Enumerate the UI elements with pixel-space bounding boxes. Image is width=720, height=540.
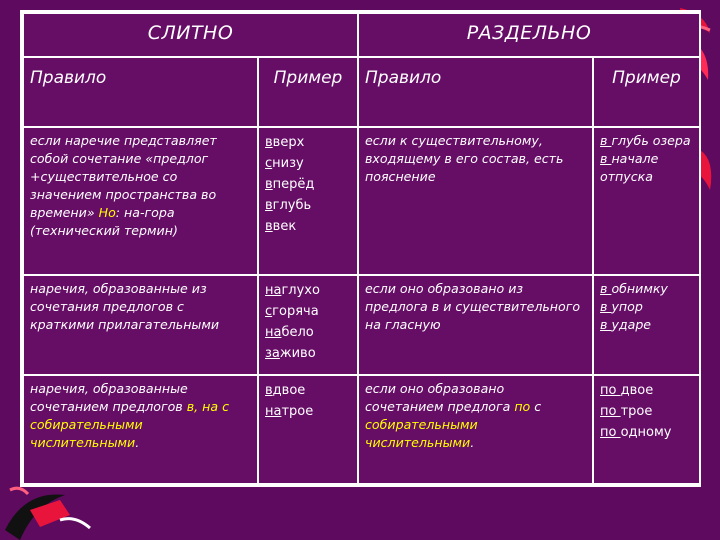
header-separate: РАЗДЕЛЬНО <box>358 13 700 57</box>
example-item: ввек <box>265 219 297 234</box>
example-cell <box>258 375 358 484</box>
example-item: вперёд <box>265 177 315 192</box>
example-item: сгоряча <box>265 304 319 319</box>
example-cell: в обнимку в упор в ударе <box>593 275 700 375</box>
table-row <box>23 275 700 375</box>
rule-cell: если к существительному, входящему в его состав, есть пояснение <box>358 127 593 275</box>
col-rule-right: Правило <box>358 57 593 127</box>
col-rule-left: Правило <box>23 57 258 127</box>
example-cell <box>593 375 700 484</box>
example-item: заживо <box>265 346 316 361</box>
example-item: вглубь <box>265 198 312 213</box>
example-item: натрое <box>265 404 314 419</box>
table-row <box>23 127 700 275</box>
example-item: вдвое <box>265 383 306 398</box>
example-cell <box>258 127 358 275</box>
example-item: по трое <box>600 404 653 419</box>
rule-cell: если оно образовано из предлога в и существительного на гласную <box>358 275 593 375</box>
table-row <box>23 375 700 484</box>
col-example-left: Пример <box>258 57 358 127</box>
rule-cell: наречия, образованные сочетанием предлогов в, на с собирательными числительными. <box>23 375 258 484</box>
spelling-rules-table <box>20 10 701 487</box>
example-item: наглухо <box>265 283 320 298</box>
example-cell <box>258 275 358 375</box>
col-example-right: Пример <box>593 57 700 127</box>
rule-cell: если оно образовано сочетанием предлога по с собирательными числительными. <box>358 375 593 484</box>
example-item: набело <box>265 325 314 340</box>
example-item: по одному <box>600 425 672 440</box>
rule-cell: наречия, образованные из сочетания предлогов с краткими прилагательными <box>23 275 258 375</box>
example-item: по двое <box>600 383 654 398</box>
example-cell: в глубь озера в начале отпуска <box>593 127 700 275</box>
header-merged: СЛИТНО <box>23 13 358 57</box>
example-item: вверх <box>265 135 305 150</box>
example-item: снизу <box>265 156 304 171</box>
rule-cell: если наречие представляет собой сочетание «предлог +существительное со значением пространства во времени» Но: на-гора (технический термин) <box>23 127 258 275</box>
